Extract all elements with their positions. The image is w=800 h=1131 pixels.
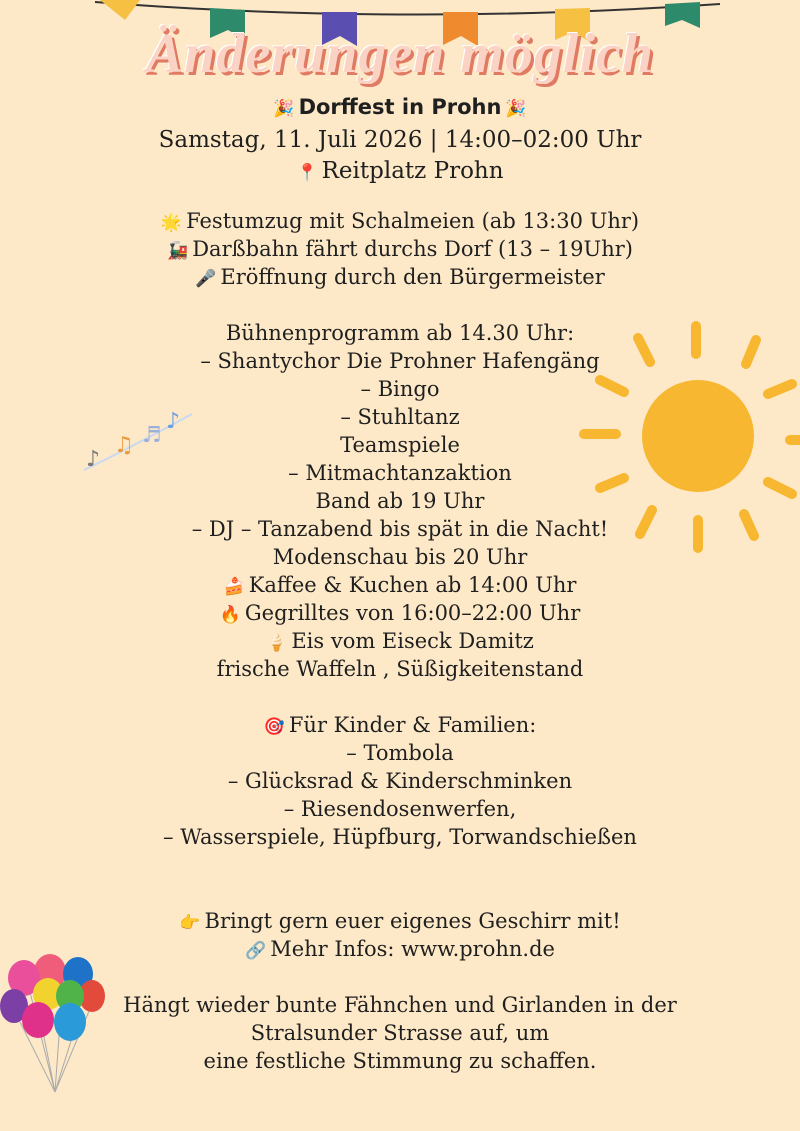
stage-program-item: – DJ – Tanzabend bis spät in die Nacht! bbox=[191, 517, 609, 541]
stage-program-item: – Mitmachtanzaktion bbox=[288, 461, 512, 485]
stage-program-item: Band ab 19 Uhr bbox=[315, 489, 485, 513]
svg-text:♪: ♪ bbox=[166, 409, 181, 434]
pointing-hand-icon: 👉 bbox=[179, 913, 201, 933]
closing-text: eine festliche Stimmung zu schaffen. bbox=[203, 1049, 597, 1073]
food-item: 🍦 Eis vom Eiseck Damitz bbox=[0, 627, 800, 657]
link-icon: 🔗 bbox=[245, 941, 267, 961]
kids-item: – Riesendosenwerfen, bbox=[283, 797, 517, 821]
train-icon: 🚂 bbox=[167, 241, 189, 261]
event-date-time: Samstag, 11. Juli 2026 | 14:00–02:00 Uhr bbox=[158, 127, 642, 153]
stage-program-item: – Bingo bbox=[360, 377, 440, 401]
balloons-icon bbox=[0, 952, 110, 1102]
party-popper-icon: 🎉 bbox=[273, 99, 295, 119]
kids-heading: Für Kinder & Familien: bbox=[288, 713, 537, 737]
kids-item: – Wasserspiele, Hüpfburg, Torwandschießen bbox=[163, 825, 637, 849]
highlight-item: 🚂 Darßbahn fährt durchs Dorf (13 – 19Uhr) bbox=[0, 235, 800, 265]
star-icon: 🌟 bbox=[160, 213, 183, 233]
food-item: 🍰 Kaffee & Kuchen ab 14:00 Uhr bbox=[0, 571, 800, 601]
stage-program-item: – Shantychor Die Prohner Hafengäng bbox=[200, 349, 600, 373]
music-notes-icon bbox=[80, 408, 195, 483]
sun-icon bbox=[578, 318, 800, 558]
more-info-text: Mehr Infos: www.prohn.de bbox=[270, 937, 555, 961]
closing-text: Hängt wieder bunte Fähnchen und Girlanden in der bbox=[123, 993, 677, 1017]
food-item: frische Waffeln , Süßigkeitenstand bbox=[216, 657, 584, 681]
stage-program-item: Modenschau bis 20 Uhr bbox=[272, 545, 528, 569]
closing-text: Stralsunder Strasse auf, um bbox=[250, 1021, 550, 1045]
ice-cream-icon: 🍦 bbox=[266, 633, 288, 653]
stage-program-item: – Stuhltanz bbox=[340, 405, 460, 429]
stage-program-item: Teamspiele bbox=[340, 433, 460, 457]
fire-icon: 🔥 bbox=[219, 605, 241, 625]
changes-possible-banner: Änderungen möglich bbox=[145, 23, 655, 85]
svg-text:♬: ♬ bbox=[142, 423, 162, 448]
kids-item: – Tombola bbox=[346, 741, 454, 765]
note-item bbox=[0, 935, 800, 965]
highlight-item: 🎤 Eröffnung durch den Bürgermeister bbox=[0, 263, 800, 293]
party-popper-icon: 🎉 bbox=[505, 99, 527, 119]
stage-program-heading: Bühnenprogramm ab 14.30 Uhr: bbox=[225, 321, 575, 345]
svg-text:♫: ♫ bbox=[114, 433, 134, 458]
event-location-row bbox=[0, 157, 800, 187]
location-pin-icon: 📍 bbox=[296, 163, 318, 183]
microphone-icon: 🎤 bbox=[195, 269, 217, 289]
target-icon: 🎯 bbox=[263, 717, 285, 737]
svg-text:♪: ♪ bbox=[86, 447, 101, 472]
event-location: Reitplatz Prohn bbox=[321, 158, 504, 184]
food-item: 🔥 Gegrilltes von 16:00–22:00 Uhr bbox=[0, 599, 800, 629]
kids-item: – Glücksrad & Kinderschminken bbox=[227, 769, 573, 793]
highlight-item: 🌟 Festumzug mit Schalmeien (ab 13:30 Uhr) bbox=[0, 207, 800, 237]
note-item: 👉 Bringt gern euer eigenes Geschirr mit! bbox=[0, 907, 800, 937]
kids-heading-row bbox=[0, 711, 800, 741]
event-title-row bbox=[0, 93, 800, 123]
event-title: Dorffest in Prohn bbox=[298, 95, 502, 119]
cake-icon: 🍰 bbox=[223, 577, 245, 597]
